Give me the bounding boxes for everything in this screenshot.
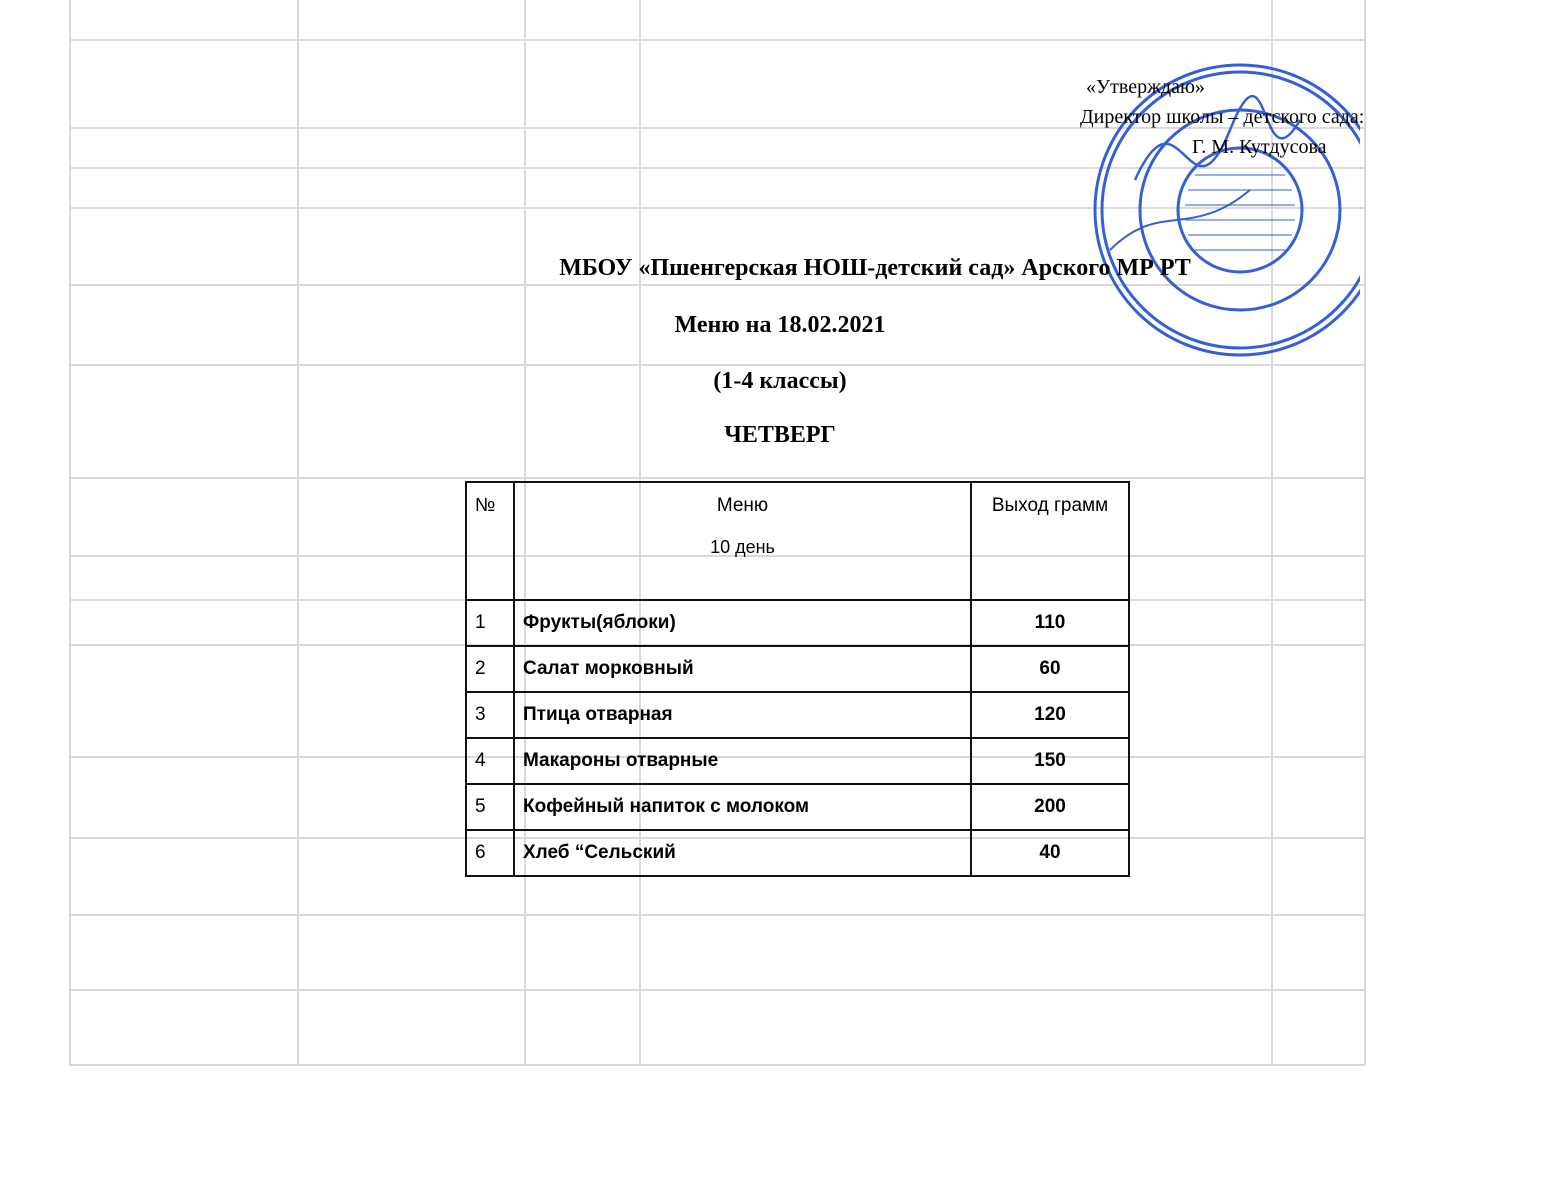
dish-name: Фрукты(яблоки) — [514, 600, 971, 646]
column-header-yield: Выход грамм — [971, 482, 1129, 600]
approval-block — [1080, 72, 1500, 162]
dish-yield: 150 — [971, 738, 1129, 784]
column-header-menu-label: Меню — [716, 495, 769, 516]
dish-yield: 120 — [971, 692, 1129, 738]
table-row — [466, 692, 1129, 738]
table-row — [466, 784, 1129, 830]
row-number: 2 — [466, 646, 514, 692]
row-number: 3 — [466, 692, 514, 738]
menu-date: Меню на 18.02.2021 — [674, 312, 886, 338]
column-header-menu-day: 10 день — [710, 537, 775, 557]
dish-yield: 40 — [971, 830, 1129, 876]
table-header-row — [466, 482, 1129, 600]
menu-table — [465, 481, 1130, 877]
table-row — [466, 830, 1129, 876]
dish-name: Салат морковный — [514, 646, 971, 692]
classes-label: (1-4 классы) — [713, 368, 847, 394]
row-number: 5 — [466, 784, 514, 830]
approval-title: «Утверждаю» — [1086, 76, 1205, 98]
school-name: МБОУ «Пшенгерская НОШ-детский сад» Арского МР РТ — [559, 255, 1191, 281]
table-row — [466, 738, 1129, 784]
dish-yield: 200 — [971, 784, 1129, 830]
table-row — [466, 646, 1129, 692]
column-header-menu — [514, 482, 971, 600]
approval-position: Директор школы – детского сада: — [1080, 106, 1365, 128]
row-number: 6 — [466, 830, 514, 876]
row-number: 1 — [466, 600, 514, 646]
dish-name: Кофейный напиток с молоком — [514, 784, 971, 830]
dish-yield: 60 — [971, 646, 1129, 692]
approval-signatory: Г. М. Кутдусова — [1192, 136, 1327, 158]
column-header-number: № — [466, 482, 514, 600]
dish-yield: 110 — [971, 600, 1129, 646]
row-number: 4 — [466, 738, 514, 784]
table-row — [466, 600, 1129, 646]
dish-name: Хлеб “Сельский — [514, 830, 971, 876]
dish-name: Макароны отварные — [514, 738, 971, 784]
weekday-label: ЧЕТВЕРГ — [724, 422, 836, 448]
dish-name: Птица отварная — [514, 692, 971, 738]
